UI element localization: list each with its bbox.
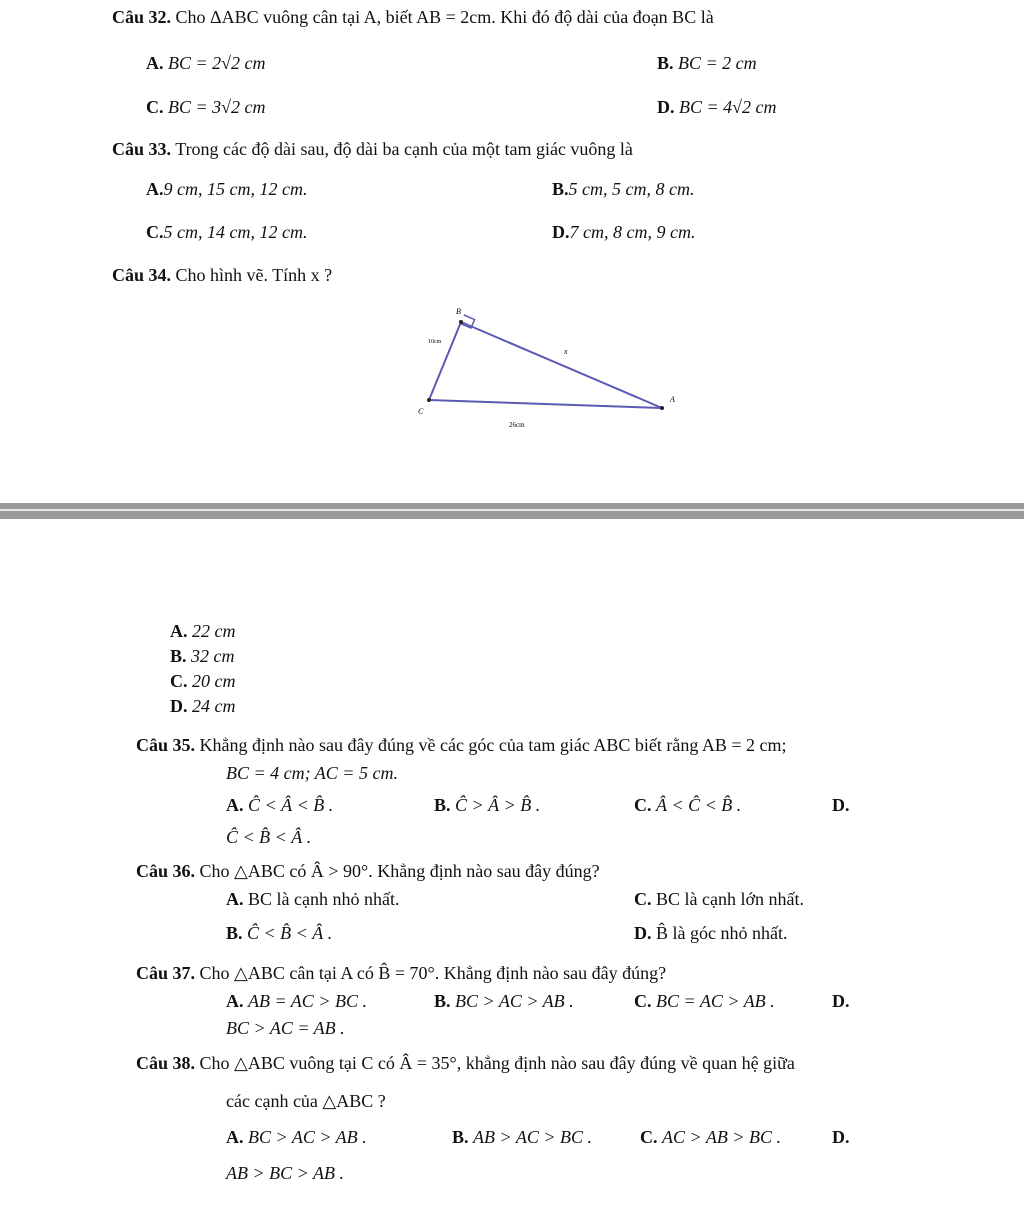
option-key: A. (146, 53, 164, 73)
option-text: BC = 2√2 cm (168, 53, 266, 73)
q34-option-b[interactable] (170, 645, 235, 667)
q35-option-a[interactable] (226, 794, 333, 816)
option-text: Â < Ĉ < B̂ . (656, 795, 742, 815)
q35-option-d-key[interactable]: D. (832, 795, 850, 815)
q36-option-c[interactable] (634, 888, 804, 910)
option-key: B. (657, 53, 674, 73)
option-key: A. (170, 621, 188, 641)
q37-option-a[interactable] (226, 990, 367, 1012)
page-separator (0, 503, 1024, 519)
option-text: 20 cm (192, 671, 236, 691)
q36-option-a[interactable] (226, 888, 399, 910)
option-key: A. (146, 179, 164, 199)
q38-text-line2: các cạnh của △ABC ? (226, 1091, 386, 1111)
option-text: BC = 3√2 cm (168, 97, 266, 117)
option-text: 5 cm, 5 cm, 8 cm. (568, 179, 695, 199)
point-a (660, 406, 664, 410)
option-key: D. (634, 923, 652, 943)
q32-option-d[interactable] (657, 96, 777, 118)
option-text: Ĉ > Â > B̂ . (455, 795, 541, 815)
q35-question (136, 734, 787, 756)
option-text: Ĉ < Â < B̂ . (248, 795, 334, 815)
label-side-bc: 10cm (428, 339, 442, 345)
q33-option-b[interactable] (552, 178, 694, 200)
q35-text: Khẳng định nào sau đây đúng về các góc của tam giác ABC biết rằng AB = 2 cm; (199, 735, 787, 755)
q33-question (112, 138, 633, 160)
option-text: BC = AC > AB . (656, 991, 775, 1011)
option-text: 5 cm, 14 cm, 12 cm. (163, 222, 308, 242)
label-b: B (456, 307, 461, 316)
q34-option-c[interactable] (170, 670, 236, 692)
option-key: A. (226, 795, 244, 815)
option-text: 7 cm, 8 cm, 9 cm. (569, 222, 696, 242)
q38-option-d-key[interactable]: D. (832, 1127, 850, 1147)
option-text: BC = 2 cm (678, 53, 757, 73)
q36-option-d[interactable] (634, 922, 787, 944)
q32-option-a[interactable] (146, 52, 266, 74)
option-key: D. (657, 97, 675, 117)
option-text: 32 cm (191, 646, 235, 666)
option-key: B. (434, 991, 451, 1011)
option-text: B̂ là góc nhỏ nhất. (656, 923, 788, 943)
q37-text: Cho △ABC cân tại A có B̂ = 70°. Khẳng định nào sau đây đúng? (199, 963, 667, 983)
option-text: 22 cm (192, 621, 236, 641)
option-text: Ĉ < B̂ < Â . (247, 923, 333, 943)
q34-label: Câu 34. (112, 265, 172, 285)
option-text: 24 cm (192, 696, 236, 716)
q37-question (136, 962, 666, 984)
q37-option-c[interactable] (634, 990, 775, 1012)
option-key: C. (634, 889, 652, 909)
q37-option-d-text[interactable]: BC > AC = AB . (226, 1018, 345, 1038)
option-key: A. (226, 889, 244, 909)
q32-label: Câu 32. (112, 7, 172, 27)
q33-option-d[interactable] (552, 221, 695, 243)
q36-label: Câu 36. (136, 861, 196, 881)
q32-text: Cho ΔABC vuông cân tại A, biết AB = 2cm. Khi đó độ dài của đoạn BC là (175, 7, 714, 27)
q32-question (112, 6, 714, 28)
q33-label: Câu 33. (112, 139, 172, 159)
point-b (459, 320, 463, 324)
option-text: BC là cạnh lớn nhất. (656, 889, 804, 909)
q35-label: Câu 35. (136, 735, 196, 755)
q38-text: Cho △ABC vuông tại C có Â = 35°, khẳng định nào sau đây đúng về quan hệ giữa (199, 1053, 795, 1073)
label-side-ca: 26cm (509, 421, 525, 429)
triangle-figure (400, 300, 700, 440)
label-c: C (418, 407, 424, 416)
option-text: AC > AB > BC . (662, 1127, 781, 1147)
option-text: AB > AC > BC . (473, 1127, 592, 1147)
option-key: B. (434, 795, 451, 815)
option-key: B. (226, 923, 243, 943)
option-key: C. (640, 1127, 658, 1147)
label-x: x (564, 347, 568, 356)
q36-question (136, 860, 600, 882)
q35-option-d-text[interactable]: Ĉ < B̂ < Â . (226, 827, 312, 847)
q38-option-d-text[interactable]: AB > BC > AB . (226, 1163, 344, 1183)
option-key: B. (452, 1127, 469, 1147)
q33-option-c[interactable] (146, 221, 307, 243)
point-c (427, 398, 431, 402)
q38-option-b[interactable] (452, 1126, 592, 1148)
q34-option-d[interactable] (170, 695, 236, 717)
q34-question (112, 264, 332, 286)
side-ca (429, 400, 662, 408)
option-key: B. (552, 179, 569, 199)
q32-option-c[interactable] (146, 96, 266, 118)
label-a: A (670, 395, 675, 404)
option-key: D. (170, 696, 188, 716)
option-key: D. (552, 222, 570, 242)
q38-option-a[interactable] (226, 1126, 367, 1148)
option-text: BC > AC > AB . (455, 991, 574, 1011)
option-text: 9 cm, 15 cm, 12 cm. (163, 179, 308, 199)
q37-option-b[interactable] (434, 990, 574, 1012)
q34-text: Cho hình vẽ. Tính x ? (175, 265, 333, 285)
option-text: BC = 4√2 cm (679, 97, 777, 117)
q38-option-c[interactable] (640, 1126, 781, 1148)
q36-text: Cho △ABC có Â > 90°. Khẳng định nào sau đây đúng? (199, 861, 600, 881)
option-text: AB = AC > BC . (248, 991, 367, 1011)
q38-question (136, 1052, 795, 1074)
option-key: B. (170, 646, 187, 666)
option-key: C. (146, 97, 164, 117)
q33-option-a[interactable] (146, 178, 307, 200)
q35-option-b[interactable] (434, 794, 540, 816)
option-key: C. (634, 795, 652, 815)
option-key: A. (226, 991, 244, 1011)
side-bc (429, 322, 461, 400)
q35-option-c[interactable] (634, 794, 741, 816)
q36-option-b[interactable] (226, 922, 332, 944)
option-text: BC > AC > AB . (248, 1127, 367, 1147)
q34-option-a[interactable] (170, 620, 236, 642)
option-text: BC là cạnh nhỏ nhất. (248, 889, 400, 909)
q37-label: Câu 37. (136, 963, 196, 983)
side-ba (461, 322, 662, 408)
q32-option-b[interactable] (657, 52, 757, 74)
page-separator-highlight (0, 509, 1024, 511)
q37-option-d-key[interactable]: D. (832, 991, 850, 1011)
q33-text: Trong các độ dài sau, độ dài ba cạnh của một tam giác vuông là (175, 139, 633, 159)
q38-label: Câu 38. (136, 1053, 196, 1073)
option-key: C. (170, 671, 188, 691)
q35-text-line2: BC = 4 cm; AC = 5 cm. (226, 763, 398, 783)
option-key: C. (146, 222, 164, 242)
option-key: C. (634, 991, 652, 1011)
option-key: A. (226, 1127, 244, 1147)
